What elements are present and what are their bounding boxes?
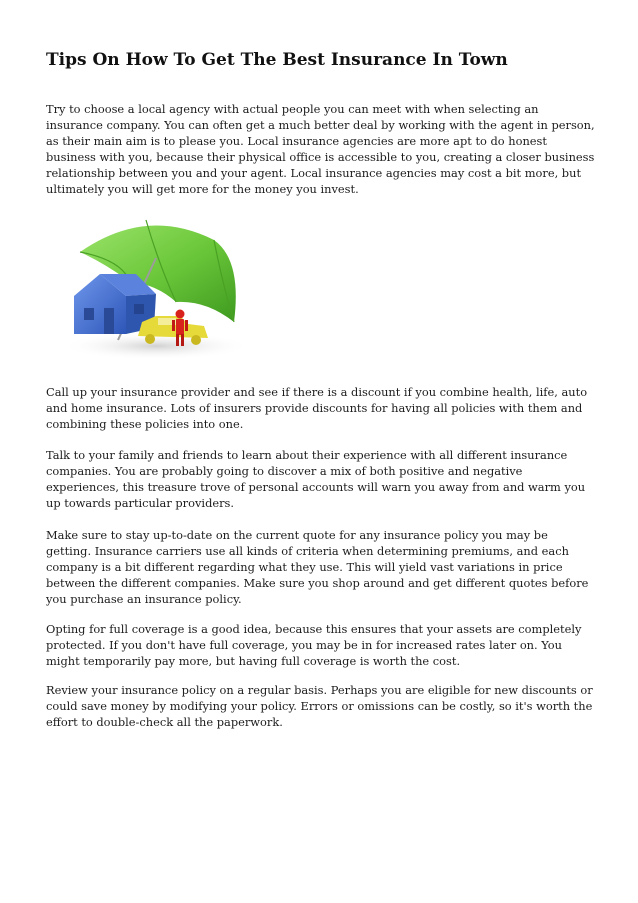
insurance-umbrella-icon: [46, 212, 256, 370]
paragraph-full-coverage: Opting for full coverage is a good idea, because this ensures that your assets are completely protected. If you don't have full coverage, you may be in for increased rates later on. You might temporarily pay more, but having full coverage is worth the cost.: [46, 622, 582, 669]
person-icon: [176, 310, 185, 319]
paragraph-review-policy: Review your insurance policy on a regular basis. Perhaps you are eligible for new discounts or could save money by modifying your policy. Errors or omissions can be costly, so it's worth the effort to double-check all the paperwork.: [46, 683, 593, 730]
insurance-illustration: [46, 212, 256, 370]
paragraph-quotes: Make sure to stay up-to-date on the current quote for any insurance policy you may be getting. Insurance carriers use all kinds of criteria when determining premiums, and each company is a bit different regarding what they use. This will yield vast variations in price between the different companies. Make sure you shop around and get different quotes before you purchase an insurance policy.: [46, 528, 589, 607]
paragraph-intro: Try to choose a local agency with actual people you can meet with when selecting an insurance company. You can often get a much better deal by working with the agent in person, as their main aim is to please you. Local insurance agencies are more apt to do honest business with you, because their physical office is accessible to you, creating a closer business relationship between you and your agent. Local insurance agencies may cost a bit more, but ultimately you will get more for the money you invest.: [46, 102, 595, 197]
paragraph-discounts: Call up your insurance provider and see if there is a discount if you combine health, life, auto and home insurance. Lots of insurers provide discounts for having all policies with them and combining these policies into one.: [46, 385, 588, 432]
page-title: Tips On How To Get The Best Insurance In Town: [46, 50, 508, 70]
paragraph-family-friends: Talk to your family and friends to learn about their experience with all different insurance companies. You are probably going to discover a mix of both positive and negative experiences, this treasure trove of personal accounts will warn you away from and warm you up towards particular providers.: [46, 448, 586, 511]
